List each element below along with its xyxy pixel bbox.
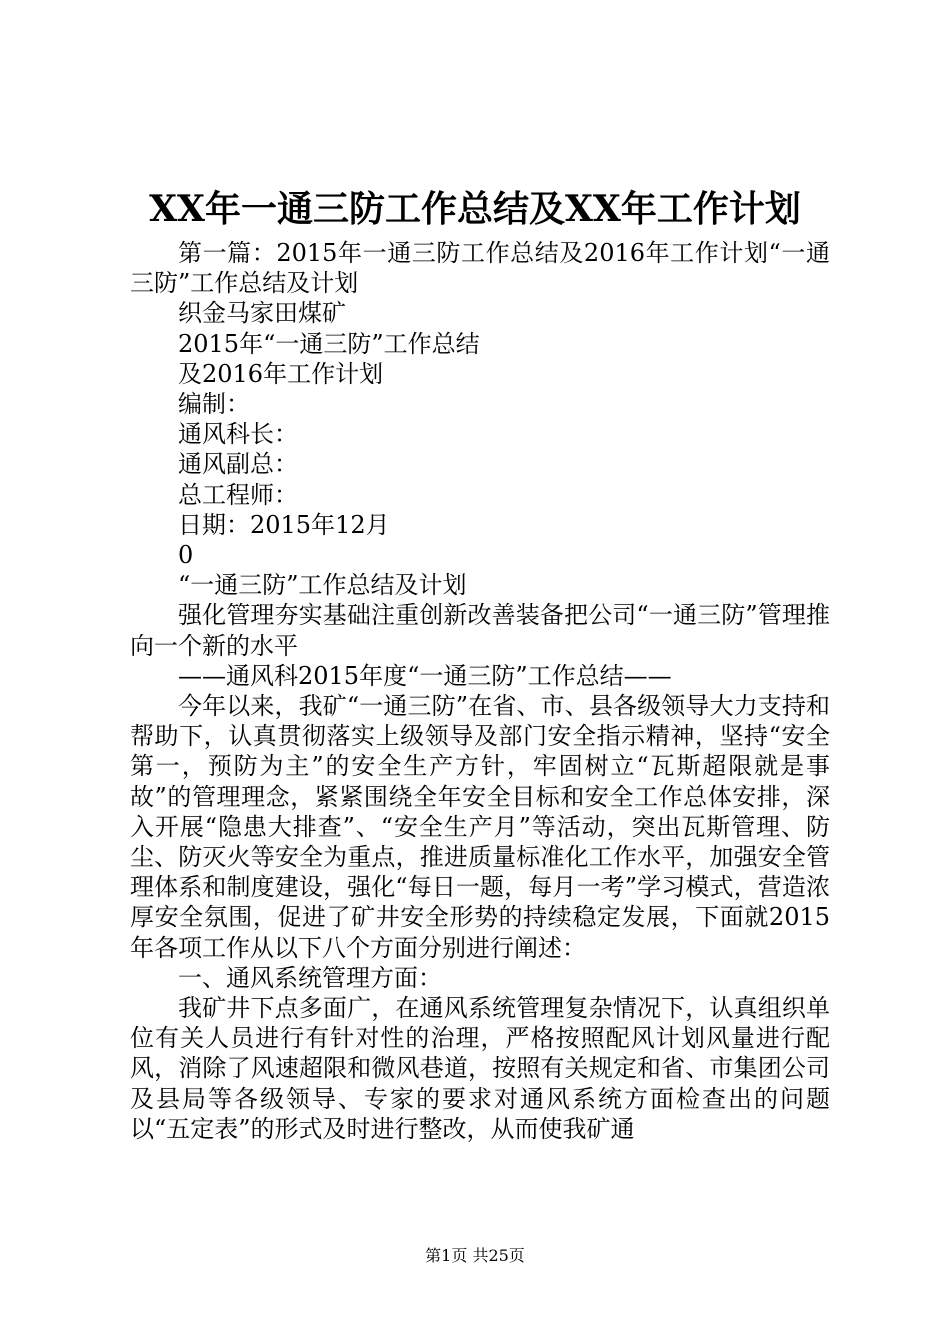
paragraph: 今年以来，我矿“一通三防”在省、市、县各级领导大力支持和帮助下，认真贯彻落实上级领导及部门安全指示精神，坚持“安全第一，预防为主”的安全生产方针，牢固树立“瓦斯超限就是事故”的管理理念，紧紧围绕全年安全目标和安全工作总体安排，深入开展“隐患大排查”、“安全生产月”等活动，突出瓦斯管理、防尘、防灭火等安全为重点，推进质量标准化工作水平，加强安全管理体系和制度建设，强化“每日一题，每月一考”学习模式，营造浓厚安全氛围，促进了矿井安全形势的持续稳定发展，下面就2015年各项工作从以下八个方面分别进行阐述：	[130, 692, 830, 962]
paragraph: 第一篇：2015年一通三防工作总结及2016年工作计划“一通三防”工作总结及计划	[130, 239, 830, 298]
paragraph: 编制：	[178, 390, 250, 419]
document-title: XX年一通三防工作总结及XX年工作计划	[149, 188, 801, 230]
page-footer: 第1页 共25页	[425, 1246, 525, 1265]
paragraph: 总工程师：	[178, 480, 298, 509]
paragraph: 我矿井下点多面广，在通风系统管理复杂情况下，认真组织单位有关人员进行有针对性的治理，严格按照配风计划风量进行配风，消除了风速超限和微风巷道，按照有关规定和省、市集团公司及县局等各级领导、专家的要求对通风系统方面检查出的问题以“五定表”的形式及时进行整改，从而使我矿通	[130, 994, 830, 1143]
paragraph: “一通三防”工作总结及计划	[178, 571, 467, 600]
paragraph: 日期：2015年12月	[178, 510, 390, 539]
paragraph: 0	[178, 541, 194, 570]
paragraph: 通风副总：	[178, 450, 298, 479]
paragraph: 强化管理夯实基础注重创新改善装备把公司“一通三防”管理推向一个新的水平	[130, 601, 830, 660]
paragraph: 及2016年工作计划	[178, 359, 384, 388]
paragraph: 2015年“一通三防”工作总结	[178, 329, 480, 358]
paragraph: 通风科长：	[178, 420, 298, 449]
paragraph: 一、通风系统管理方面：	[178, 963, 442, 992]
paragraph: ——通风科2015年度“一通三防”工作总结——	[178, 661, 672, 690]
document-body	[130, 238, 830, 1144]
paragraph: 织金马家田煤矿	[178, 299, 346, 328]
